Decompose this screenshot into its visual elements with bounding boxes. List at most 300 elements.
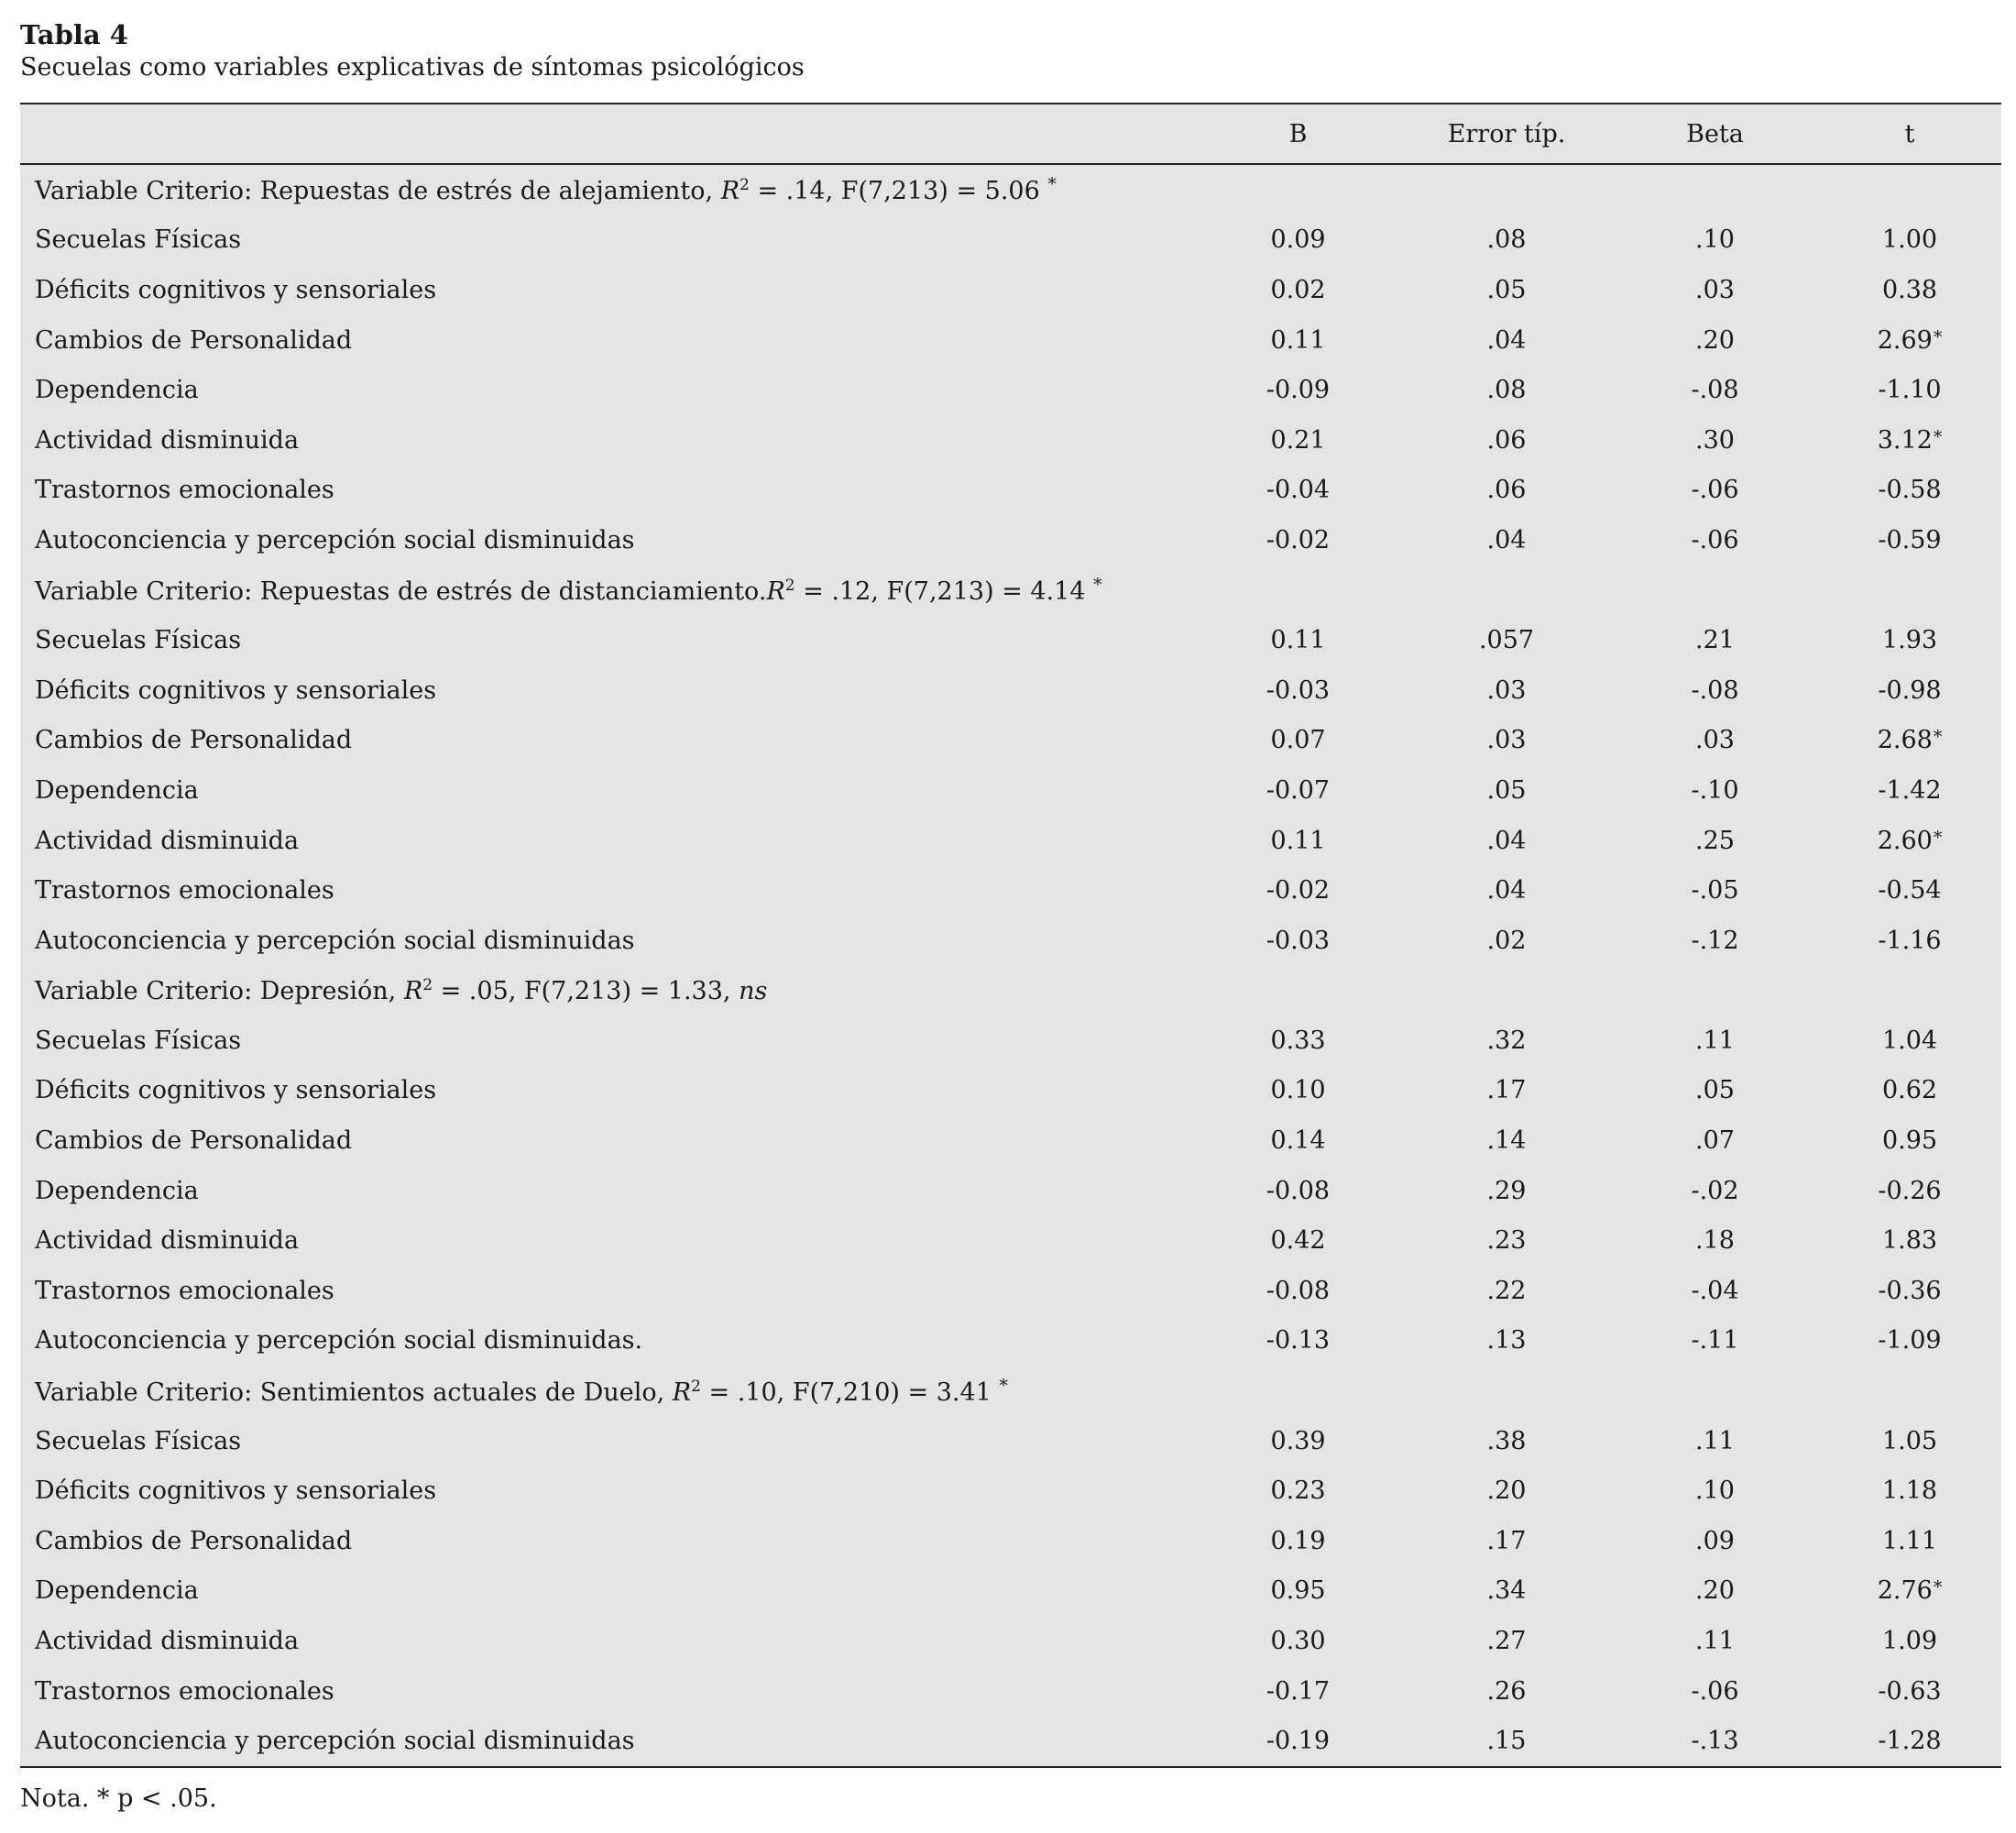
error-value-text: .32 xyxy=(1486,1026,1527,1055)
row-label-text: Cambios de Personalidad xyxy=(35,325,353,355)
error-value-text: .17 xyxy=(1486,1076,1527,1105)
b-value-cell xyxy=(1195,1666,1401,1717)
b-value-text: -0.09 xyxy=(1265,376,1331,405)
row-label-text: Trastornos emocionales xyxy=(35,476,334,505)
row-label-text: Autoconciencia y percepción social disminuidas. xyxy=(35,1326,643,1356)
row-label-text: Cambios de Personalidad xyxy=(35,1526,353,1555)
error-value-text: .15 xyxy=(1486,1727,1527,1756)
error-value-text: .20 xyxy=(1486,1476,1527,1506)
beta-value-text: .10 xyxy=(1695,1476,1735,1506)
beta-value-text: .10 xyxy=(1695,225,1735,255)
r-squared-exponent: 2 xyxy=(691,1377,701,1396)
header-cell-b: B xyxy=(1195,104,1401,164)
table-row xyxy=(20,1215,2001,1266)
beta-value-text: -.06 xyxy=(1691,476,1739,505)
t-value-text: -0.98 xyxy=(1878,675,1942,705)
b-value-cell xyxy=(1195,1566,1401,1617)
t-value-cell xyxy=(1818,1066,2001,1116)
row-label-cell xyxy=(20,1666,1195,1717)
row-label-text: Dependencia xyxy=(35,1576,199,1606)
b-value-text: 0.30 xyxy=(1270,1627,1326,1656)
table-row xyxy=(20,765,2001,816)
r-squared-symbol: R xyxy=(766,577,785,607)
b-value-text: 0.23 xyxy=(1270,1476,1326,1506)
b-value-text: 0.39 xyxy=(1270,1426,1326,1455)
error-value-cell xyxy=(1401,1416,1612,1466)
row-label-cell xyxy=(20,716,1195,766)
beta-value-text: .03 xyxy=(1695,275,1735,304)
b-value-text: 0.11 xyxy=(1270,626,1326,655)
b-value-cell xyxy=(1195,1616,1401,1666)
row-label-text: Déficits cognitivos y sensoriales xyxy=(35,275,437,304)
t-value-text: 0.38 xyxy=(1881,275,1938,304)
section-heading-text: Variable Criterio: Repuestas de estrés de alejamiento, xyxy=(35,177,721,206)
t-value-text: -1.09 xyxy=(1878,1326,1942,1356)
beta-value-text: .03 xyxy=(1695,726,1735,755)
error-value-cell xyxy=(1401,1215,1612,1266)
t-value-text: -0.36 xyxy=(1878,1276,1942,1305)
table-figure xyxy=(20,18,2001,1813)
error-value-cell xyxy=(1401,315,1612,366)
b-value-cell xyxy=(1195,1015,1401,1066)
error-value-text: .29 xyxy=(1486,1176,1527,1205)
row-label-cell xyxy=(20,1566,1195,1617)
row-label-cell xyxy=(20,1316,1195,1367)
row-label-text: Déficits cognitivos y sensoriales xyxy=(35,1476,437,1506)
t-value-cell xyxy=(1818,865,2001,916)
beta-value-cell xyxy=(1612,1066,1818,1116)
error-value-cell xyxy=(1401,415,1612,466)
beta-value-cell xyxy=(1612,315,1818,366)
b-value-cell xyxy=(1195,1115,1401,1166)
t-value-text: 0.62 xyxy=(1881,1076,1938,1105)
error-value-text: .23 xyxy=(1486,1226,1527,1256)
table-header xyxy=(20,104,2001,164)
error-value-text: .02 xyxy=(1486,926,1527,955)
error-value-cell xyxy=(1401,716,1612,766)
t-value-cell xyxy=(1818,1015,2001,1066)
beta-value-text: .07 xyxy=(1695,1126,1735,1156)
b-value-text: -0.17 xyxy=(1265,1676,1331,1706)
b-value-text: 0.11 xyxy=(1270,325,1326,355)
section-heading-text: Variable Criterio: Repuestas de estrés de distanciamiento. xyxy=(35,577,767,607)
results-table-wrapper xyxy=(20,103,2001,1768)
error-value-text: .03 xyxy=(1486,726,1527,755)
error-value-text: .04 xyxy=(1486,525,1527,554)
row-label-text: Actividad disminuida xyxy=(35,425,300,455)
error-value-text: .27 xyxy=(1486,1627,1527,1656)
t-value-cell xyxy=(1818,765,2001,816)
b-value-cell xyxy=(1195,365,1401,415)
row-label-text: Trastornos emocionales xyxy=(35,1276,334,1305)
b-value-cell xyxy=(1195,865,1401,916)
error-value-cell xyxy=(1401,1266,1612,1316)
t-value-cell xyxy=(1818,1465,2001,1516)
error-value-text: .057 xyxy=(1478,626,1535,655)
beta-value-text: .11 xyxy=(1695,1026,1735,1055)
beta-value-text: -.13 xyxy=(1691,1727,1739,1756)
row-label-text: Cambios de Personalidad xyxy=(35,726,353,755)
significance-star: * xyxy=(1933,426,1943,447)
b-value-text: 0.02 xyxy=(1270,275,1326,304)
row-label-cell xyxy=(20,315,1195,366)
t-value-text: -0.26 xyxy=(1878,1176,1942,1205)
t-value-cell xyxy=(1818,1716,2001,1766)
table-row xyxy=(20,1516,2001,1566)
beta-value-text: .11 xyxy=(1695,1627,1735,1656)
t-value-cell xyxy=(1818,1115,2001,1166)
row-label-cell xyxy=(20,865,1195,916)
error-value-cell xyxy=(1401,1716,1612,1766)
table-row xyxy=(20,665,2001,716)
t-value-cell xyxy=(1818,466,2001,516)
error-value-text: .34 xyxy=(1486,1576,1527,1606)
error-value-cell xyxy=(1401,916,1612,966)
error-value-cell xyxy=(1401,865,1612,916)
row-label-cell xyxy=(20,215,1195,266)
row-label-text: Trastornos emocionales xyxy=(35,876,334,906)
table-row xyxy=(20,1416,2001,1466)
b-value-cell xyxy=(1195,1066,1401,1116)
beta-value-text: -.06 xyxy=(1691,525,1739,554)
b-value-cell xyxy=(1195,215,1401,266)
t-value-cell xyxy=(1818,365,2001,415)
beta-value-text: .20 xyxy=(1695,325,1735,355)
header-row xyxy=(20,104,2001,164)
table-row xyxy=(20,1666,2001,1717)
row-label-text: Dependencia xyxy=(35,376,199,405)
b-value-cell xyxy=(1195,665,1401,716)
b-value-cell xyxy=(1195,1465,1401,1516)
table-row xyxy=(20,916,2001,966)
row-label-cell xyxy=(20,466,1195,516)
error-value-text: .06 xyxy=(1486,476,1527,505)
b-value-text: -0.03 xyxy=(1265,926,1331,955)
t-value-text: -1.42 xyxy=(1878,775,1942,805)
table-row xyxy=(20,315,2001,366)
table-row xyxy=(20,615,2001,665)
table-row xyxy=(20,1616,2001,1666)
b-value-text: -0.19 xyxy=(1265,1727,1331,1756)
table-body xyxy=(20,164,2001,1766)
significance-star: * xyxy=(1933,326,1943,347)
row-label-text: Dependencia xyxy=(35,775,199,805)
beta-value-cell xyxy=(1612,1516,1818,1566)
b-value-text: 0.95 xyxy=(1270,1576,1326,1606)
b-value-cell xyxy=(1195,1416,1401,1466)
row-label-cell xyxy=(20,1416,1195,1466)
error-value-cell xyxy=(1401,665,1612,716)
error-value-cell xyxy=(1401,816,1612,866)
error-value-cell xyxy=(1401,1316,1612,1367)
t-value-cell xyxy=(1818,916,2001,966)
section-heading-row xyxy=(20,565,2001,616)
error-value-text: .04 xyxy=(1486,325,1527,355)
b-value-cell xyxy=(1195,1516,1401,1566)
error-value-text: .08 xyxy=(1486,225,1527,255)
row-label-text: Secuelas Físicas xyxy=(35,225,242,255)
row-label-text: Déficits cognitivos y sensoriales xyxy=(35,675,437,705)
t-value-text: -0.63 xyxy=(1878,1676,1942,1706)
significance-mark: * xyxy=(1093,575,1102,596)
beta-value-cell xyxy=(1612,1015,1818,1066)
beta-value-cell xyxy=(1612,265,1818,315)
t-value-text: 0.95 xyxy=(1881,1126,1938,1156)
error-value-cell xyxy=(1401,1516,1612,1566)
row-label-text: Actividad disminuida xyxy=(35,826,300,855)
beta-value-cell xyxy=(1612,1616,1818,1666)
beta-value-text: .20 xyxy=(1695,1576,1735,1606)
b-value-cell xyxy=(1195,466,1401,516)
row-label-text: Autoconciencia y percepción social disminuidas xyxy=(35,1727,635,1756)
beta-value-text: -.05 xyxy=(1691,876,1739,906)
error-value-cell xyxy=(1401,466,1612,516)
beta-value-cell xyxy=(1612,1465,1818,1516)
b-value-text: 0.19 xyxy=(1270,1526,1326,1555)
section-heading-stats: = .05, F(7,213) = 1.33, xyxy=(433,976,740,1005)
row-label-cell xyxy=(20,1716,1195,1766)
error-value-text: .06 xyxy=(1486,425,1527,455)
beta-value-cell xyxy=(1612,1416,1818,1466)
beta-value-cell xyxy=(1612,615,1818,665)
b-value-text: 0.10 xyxy=(1270,1076,1326,1105)
b-value-cell xyxy=(1195,615,1401,665)
row-label-text: Déficits cognitivos y sensoriales xyxy=(35,1076,437,1105)
b-value-text: 0.11 xyxy=(1270,826,1326,855)
b-value-text: -0.03 xyxy=(1265,675,1331,705)
error-value-text: .17 xyxy=(1486,1526,1527,1555)
row-label-cell xyxy=(20,365,1195,415)
beta-value-text: .25 xyxy=(1695,826,1735,855)
row-label-cell xyxy=(20,1166,1195,1216)
table-row xyxy=(20,1316,2001,1367)
t-value-text: 2.76 xyxy=(1877,1576,1933,1606)
b-value-cell xyxy=(1195,716,1401,766)
table-row xyxy=(20,1716,2001,1766)
row-label-text: Cambios de Personalidad xyxy=(35,1126,353,1156)
row-label-cell xyxy=(20,515,1195,565)
beta-value-cell xyxy=(1612,865,1818,916)
b-value-cell xyxy=(1195,265,1401,315)
beta-value-cell xyxy=(1612,515,1818,565)
b-value-cell xyxy=(1195,816,1401,866)
error-value-cell xyxy=(1401,515,1612,565)
t-value-text: 2.60 xyxy=(1877,826,1933,855)
error-value-cell xyxy=(1401,1166,1612,1216)
row-label-text: Autoconciencia y percepción social disminuidas xyxy=(35,525,635,554)
t-value-text: 1.00 xyxy=(1881,225,1938,255)
error-value-text: .26 xyxy=(1486,1676,1527,1706)
beta-value-cell xyxy=(1612,415,1818,466)
beta-value-text: -.02 xyxy=(1691,1176,1739,1205)
table-row xyxy=(20,515,2001,565)
b-value-cell xyxy=(1195,415,1401,466)
error-value-text: .05 xyxy=(1486,775,1527,805)
results-table xyxy=(20,104,2001,1766)
error-value-cell xyxy=(1401,1015,1612,1066)
row-label-text: Secuelas Físicas xyxy=(35,1026,242,1055)
t-value-text: -0.59 xyxy=(1878,525,1942,554)
b-value-text: -0.02 xyxy=(1265,525,1331,554)
t-value-text: 1.93 xyxy=(1881,626,1938,655)
t-value-cell xyxy=(1818,1316,2001,1367)
r-squared-symbol: R xyxy=(720,177,740,206)
table-row xyxy=(20,716,2001,766)
section-heading-stats: = .12, F(7,213) = 4.14 xyxy=(794,577,1094,607)
t-value-cell xyxy=(1818,1566,2001,1617)
significance-star: * xyxy=(1933,1577,1943,1598)
t-value-cell xyxy=(1818,615,2001,665)
error-value-cell xyxy=(1401,1566,1612,1617)
r-squared-symbol: R xyxy=(672,1377,692,1407)
beta-value-cell xyxy=(1612,816,1818,866)
section-heading-row xyxy=(20,966,2001,1016)
beta-value-cell xyxy=(1612,215,1818,266)
beta-value-cell xyxy=(1612,1115,1818,1166)
b-value-text: 0.33 xyxy=(1270,1026,1326,1055)
section-heading-stats: = .10, F(7,210) = 3.41 xyxy=(700,1377,1000,1407)
error-value-cell xyxy=(1401,265,1612,315)
beta-value-cell xyxy=(1612,466,1818,516)
b-value-cell xyxy=(1195,1316,1401,1367)
beta-value-text: .30 xyxy=(1695,425,1735,455)
beta-value-cell xyxy=(1612,1166,1818,1216)
error-value-cell xyxy=(1401,215,1612,266)
b-value-text: -0.08 xyxy=(1265,1176,1331,1205)
beta-value-text: -.08 xyxy=(1691,376,1739,405)
t-value-text: 1.83 xyxy=(1881,1226,1938,1256)
table-row xyxy=(20,365,2001,415)
row-label-cell xyxy=(20,265,1195,315)
row-label-text: Secuelas Físicas xyxy=(35,626,242,655)
error-value-cell xyxy=(1401,765,1612,816)
t-value-text: -0.58 xyxy=(1878,476,1942,505)
error-value-cell xyxy=(1401,1616,1612,1666)
header-cell-t: t xyxy=(1818,104,2001,164)
beta-value-text: .09 xyxy=(1695,1526,1735,1555)
section-heading xyxy=(20,1366,2001,1416)
beta-value-cell xyxy=(1612,1215,1818,1266)
row-label-text: Secuelas Físicas xyxy=(35,1426,242,1455)
table-row xyxy=(20,1465,2001,1516)
t-value-cell xyxy=(1818,1666,2001,1717)
row-label-cell xyxy=(20,665,1195,716)
error-value-text: .13 xyxy=(1486,1326,1527,1356)
error-value-text: .04 xyxy=(1486,876,1527,906)
r-squared-exponent: 2 xyxy=(784,576,795,596)
b-value-text: 0.09 xyxy=(1270,225,1326,255)
table-row xyxy=(20,466,2001,516)
header-cell-beta: Beta xyxy=(1612,104,1818,164)
beta-value-cell xyxy=(1612,765,1818,816)
t-value-cell xyxy=(1818,515,2001,565)
beta-value-cell xyxy=(1612,1666,1818,1717)
error-value-text: .03 xyxy=(1486,675,1527,705)
t-value-cell xyxy=(1818,716,2001,766)
beta-value-cell xyxy=(1612,716,1818,766)
significance-mark: * xyxy=(1047,174,1057,195)
t-value-text: 3.12 xyxy=(1877,425,1933,455)
beta-value-text: -.10 xyxy=(1691,775,1739,805)
b-value-text: -0.13 xyxy=(1265,1326,1331,1356)
row-label-cell xyxy=(20,1516,1195,1566)
table-row xyxy=(20,215,2001,266)
beta-value-cell xyxy=(1612,1566,1818,1617)
table-row xyxy=(20,1115,2001,1166)
row-label-cell xyxy=(20,1115,1195,1166)
t-value-text: 1.18 xyxy=(1881,1476,1938,1506)
t-value-text: -1.16 xyxy=(1878,926,1942,955)
table-caption-label: Tabla 4 xyxy=(20,19,128,50)
b-value-cell xyxy=(1195,916,1401,966)
row-label-cell xyxy=(20,1465,1195,1516)
beta-value-text: .11 xyxy=(1695,1426,1735,1455)
header-cell-variable xyxy=(20,104,1195,164)
b-value-text: 0.21 xyxy=(1270,425,1326,455)
b-value-cell xyxy=(1195,765,1401,816)
section-heading-row xyxy=(20,164,2001,215)
beta-value-text: -.11 xyxy=(1691,1326,1739,1356)
table-row xyxy=(20,1266,2001,1316)
t-value-cell xyxy=(1818,215,2001,266)
row-label-text: Autoconciencia y percepción social disminuidas xyxy=(35,926,635,955)
t-value-cell xyxy=(1818,315,2001,366)
beta-value-text: -.08 xyxy=(1691,675,1739,705)
b-value-text: -0.07 xyxy=(1265,775,1331,805)
table-row xyxy=(20,1166,2001,1216)
table-caption-title: Secuelas como variables explicativas de síntomas psicológicos xyxy=(20,53,805,82)
beta-value-text: .21 xyxy=(1695,626,1735,655)
error-value-cell xyxy=(1401,1666,1612,1717)
error-value-cell xyxy=(1401,615,1612,665)
error-value-text: .05 xyxy=(1486,275,1527,304)
table-row xyxy=(20,1015,2001,1066)
error-value-text: .04 xyxy=(1486,826,1527,855)
row-label-text: Trastornos emocionales xyxy=(35,1676,334,1706)
r-squared-exponent: 2 xyxy=(422,975,433,994)
table-row xyxy=(20,265,2001,315)
row-label-cell xyxy=(20,1215,1195,1266)
section-heading xyxy=(20,966,2001,1016)
beta-value-cell xyxy=(1612,916,1818,966)
row-label-cell xyxy=(20,615,1195,665)
beta-value-cell xyxy=(1612,1716,1818,1766)
t-value-cell xyxy=(1818,1266,2001,1316)
row-label-text: Actividad disminuida xyxy=(35,1627,300,1656)
row-label-cell xyxy=(20,816,1195,866)
t-value-text: 1.09 xyxy=(1881,1627,1938,1656)
table-row xyxy=(20,415,2001,466)
section-heading-stats: = .14, F(7,213) = 5.06 xyxy=(749,177,1048,206)
section-heading xyxy=(20,565,2001,616)
significance-mark: ns xyxy=(739,976,768,1005)
row-label-cell xyxy=(20,916,1195,966)
section-heading-text: Variable Criterio: Depresión, xyxy=(35,976,404,1005)
significance-star: * xyxy=(1933,827,1943,848)
table-row xyxy=(20,1566,2001,1617)
b-value-cell xyxy=(1195,1716,1401,1766)
error-value-text: .38 xyxy=(1486,1426,1527,1455)
table-row xyxy=(20,816,2001,866)
t-value-cell xyxy=(1818,1516,2001,1566)
b-value-text: -0.04 xyxy=(1265,476,1331,505)
t-value-text: -1.10 xyxy=(1878,376,1942,405)
beta-value-cell xyxy=(1612,1316,1818,1367)
r-squared-exponent: 2 xyxy=(740,176,750,195)
table-row xyxy=(20,865,2001,916)
row-label-cell xyxy=(20,415,1195,466)
b-value-text: 0.07 xyxy=(1270,726,1326,755)
